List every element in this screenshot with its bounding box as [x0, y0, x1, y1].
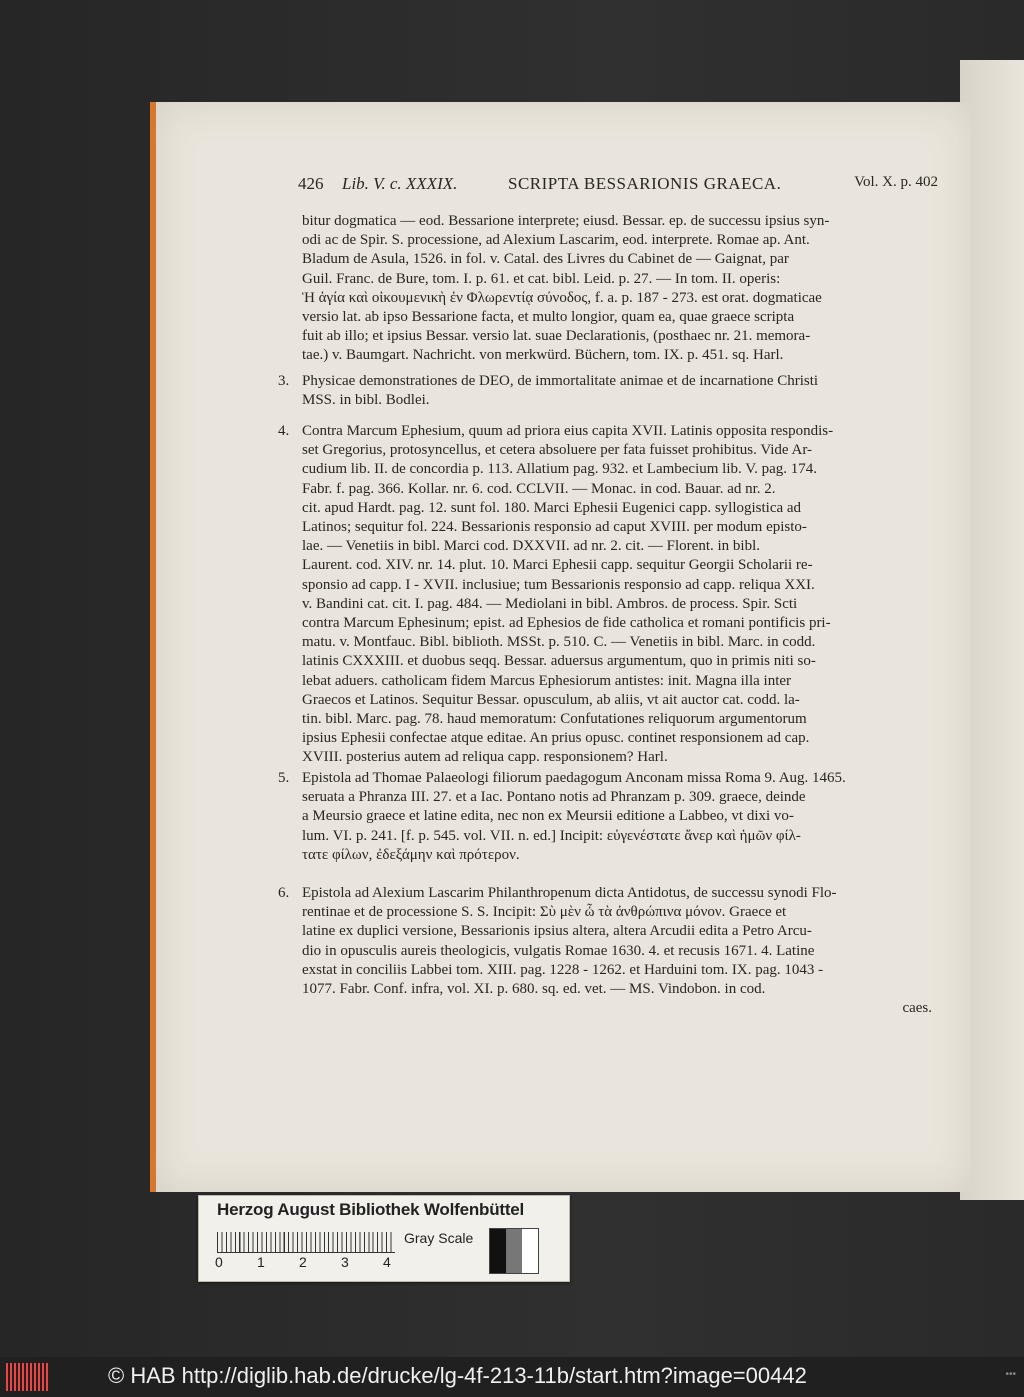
volume-reference: Vol. X. p. 402: [854, 174, 938, 190]
text-line: lae. — Venetiis in bibl. Marci cod. DXXVII. ad nr. 2. cit. — Florent. in bibl.: [302, 538, 760, 555]
text-line: set Gregorius, protosyncellus, et cetera absoluere per fata fuisset prohibitus. Vide Ar-: [302, 442, 813, 459]
text-line: sponsio ad capp. I - XVII. inclusiue; tum Bessarionis responsio ad capp. reliqua XXI.: [302, 576, 815, 593]
text-line: Guil. Franc. de Bure, tom. I. p. 61. et cat. bibl. Leid. p. 27. — In tom. II. operis:: [302, 270, 781, 287]
text-line: Contra Marcum Ephesium, quum ad priora eius capita XVII. Latinis opposita respondis-: [302, 423, 834, 439]
library-color-card: [198, 1195, 570, 1282]
measurement-ruler: [217, 1232, 395, 1253]
text-line: Fabr. f. pag. 366. Kollar. nr. 6. cod. CCLVII. — Monac. in cod. Bauar. ad nr. 2.: [302, 480, 776, 497]
text-line: v. Bandini cat. cit. I. pag. 484. — Mediolani in bibl. Ambros. de process. Spir. Scti: [302, 595, 798, 612]
text-line: Ἡ ἁγία καὶ οἰκουμενικὴ ἐν Φλωρεντίᾳ σύνοδος, f. a. p. 187 - 273. est orat. dogmaticae: [302, 289, 822, 306]
text-line: exstat in conciliis Labbei tom. XIII. pag. 1228 - 1262. et Harduini tom. IX. pag. 1043 -: [302, 961, 824, 978]
text-line: lum. VI. p. 241. [f. p. 545. vol. VII. n. ed.] Incipit: εὐγενέστατε ἄνερ καὶ ἡμῶν φίλ-: [302, 827, 801, 844]
text-line: τατε φίλων, ἐδεξάμην καὶ πρότερον.: [302, 846, 520, 863]
text-line: lebat aduers. catholicam fidem Marcus Ephesiorum antistes: init. Magna illa inter: [302, 672, 792, 689]
text-line: cit. apud Hardt. pag. 12. sunt fol. 180. Marci Ephesii Eugenici capp. syllogistica ad: [302, 499, 802, 516]
text-line: tae.) v. Baumgart. Nachricht. von merkwürd. Büchern, tom. IX. p. 451. sq. Harl.: [302, 347, 784, 364]
text-line: latinis CXXXIII. et duobus seqq. Bessar. aduersus argumentum, quo in primis niti so-: [302, 653, 816, 670]
text-line: bitur dogmatica — eod. Bessarione interprete; eiusd. Bessar. ep. de successu ipsius syn-: [302, 213, 830, 229]
paragraph-number: 4.: [278, 423, 290, 439]
paragraph-3: [278, 372, 932, 410]
hab-logo-icon: [6, 1363, 50, 1391]
text-line: Physicae demonstrationes de DEO, de immortalitate animae et de incarnatione Christi: [302, 373, 819, 389]
text-line: XVIII. posterius autem ad reliqua capp. responsionem? Harl.: [302, 749, 668, 766]
text-line: Latinos; sequitur fol. 224. Bessarionis responsio ad caput XVIII. per modum episto-: [302, 519, 807, 536]
paragraph-5: [278, 769, 932, 865]
text-line: Epistola ad Thomae Palaeologi filiorum paedagogum Anconam missa Roma 9. Aug. 1465.: [302, 770, 846, 786]
running-title: SCRIPTA BESSARIONIS GRAECA.: [508, 174, 782, 193]
gray-scale-swatch: [489, 1228, 539, 1274]
text-line: Laurent. cod. XIV. nr. 14. plut. 10. Marci Ephesii capp. sequitur Georgii Scholarii re-: [302, 557, 813, 574]
footer-bar: [0, 1357, 1024, 1397]
ruler-number: 2: [299, 1254, 307, 1270]
text-line: matu. v. Montfauc. Bibl. biblioth. MSSt. p. 510. C. — Venetiis in bibl. Marc. in codd.: [302, 634, 816, 651]
gray-scale-label: Gray Scale: [404, 1230, 474, 1246]
ruler-number: 4: [383, 1254, 391, 1270]
paragraph-4: [278, 422, 932, 768]
text-line: a Meursio graece et latine edita, nec non ex Meursii editione a Labbeo, vt dixi vo-: [302, 808, 794, 825]
text-line: caes.: [902, 1000, 932, 1017]
text-line: Graecos et Latinos. Sequitur Bessar. opusculum, ab aliis, vt ait auctor cat. codd. la-: [302, 691, 800, 708]
paragraph-6: [278, 884, 932, 1018]
text-line: versio lat. ab ipso Bessarione facta, et multo longior, quam ea, quae graece scripta: [302, 309, 795, 326]
text-line: MSS. in bibl. Bodlei.: [302, 392, 430, 409]
text-line: latine ex duplici versione, Bessarionis ipsius altera, altera Arcudii edita a Petro Arcu-: [302, 923, 812, 940]
page-number: 426: [298, 174, 324, 193]
ruler-number: 3: [341, 1254, 349, 1270]
text-line: Bladum de Asula, 1526. in fol. v. Catal. des Livres du Cabinet de — Gaignat, par: [302, 251, 789, 268]
ruler-number: 0: [215, 1254, 223, 1270]
text-line: dio in opusculis aureis theologicis, vulgatis Romae 1630. 4. et recusis 1671. 4. Latine: [302, 942, 815, 959]
ellipsis-icon: •••: [1005, 1369, 1016, 1380]
paragraph-number: 5.: [278, 770, 290, 786]
text-line: rentinae et de processione S. S. Incipit: Σὺ μὲν ὦ τὰ ἀνθρώπινα μόνον. Graece et: [302, 904, 787, 921]
text-line: 1077. Fabr. Conf. infra, vol. XI. p. 680. sq. ed. vet. — MS. Vindobon. in cod.: [302, 981, 766, 998]
book-page: [150, 102, 971, 1192]
text-line: cudium lib. II. de concordia p. 113. Allatium pag. 932. et Lambecium lib. V. pag. 174.: [302, 461, 818, 478]
running-header: [298, 174, 938, 202]
text-line: fuit ab illo; et ipsius Bessar. versio lat. suae Declarationis, (posthaec nr. 21. memora-: [302, 328, 811, 345]
text-line: ipsius Ephesii confectae atque editae. An prius opusc. continet responsionem ad cap.: [302, 730, 810, 747]
copyright-url[interactable]: © HAB http://diglib.hab.de/drucke/lg-4f-213-11b/start.htm?image=00442: [108, 1363, 807, 1388]
book-reference: Lib. V. c. XXXIX.: [342, 174, 458, 193]
paragraph-number: 3.: [278, 373, 290, 389]
text-line: tin. bibl. Marc. pag. 78. haud memoratum: Confutationes reliquorum argumentorum: [302, 711, 807, 728]
ruler-number: 1: [257, 1254, 265, 1270]
text-line: contra Marcum Ephesinum; epist. ad Ephesios de fide catholica et romani pontificis pri-: [302, 615, 831, 632]
text-line: Epistola ad Alexium Lascarim Philanthropenum dicta Antidotus, de successu synodi Flo-: [302, 885, 837, 901]
text-line: odi ac de Spir. S. processione, ad Alexium Lascarim, eod. interprete. Romae ap. Ant.: [302, 232, 810, 249]
paragraph-continuation: [302, 212, 932, 366]
text-line: seruata a Phranza III. 27. et a Iac. Pontano notis ad Phranzam p. 309. graece, deinde: [302, 789, 806, 806]
library-name: Herzog August Bibliothek Wolfenbüttel: [217, 1200, 525, 1219]
paragraph-number: 6.: [278, 885, 290, 901]
